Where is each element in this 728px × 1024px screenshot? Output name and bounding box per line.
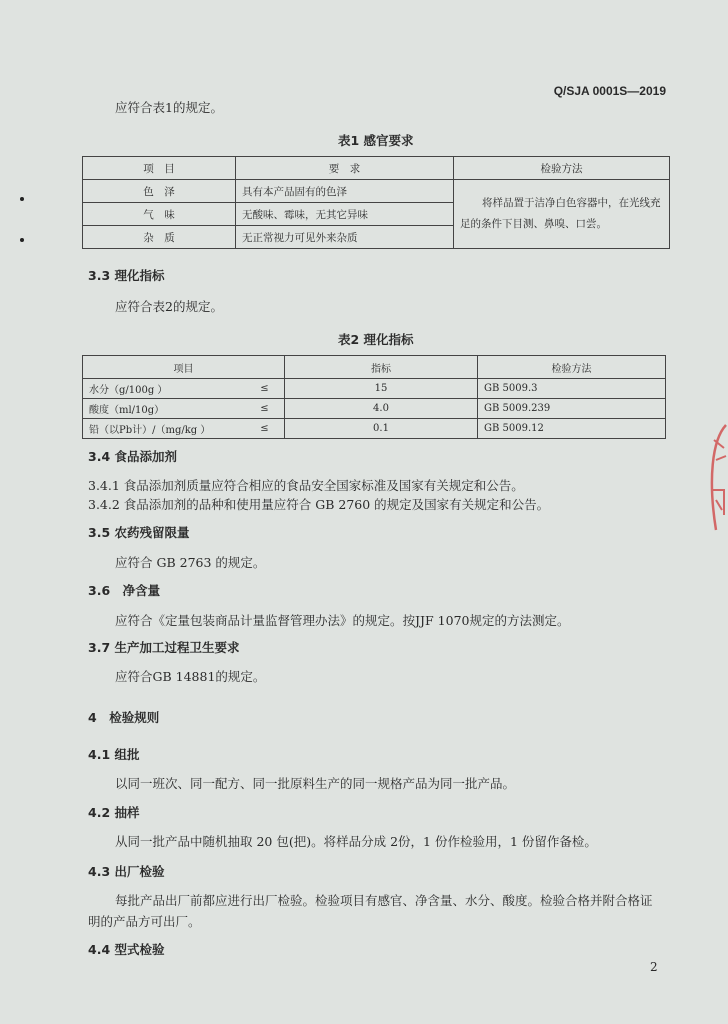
method-line: 将样品置于洁净白色容器中，在光线充	[482, 197, 661, 209]
table-header-row	[83, 157, 670, 180]
section-text: 从同一批产品中随机抽取 20 包(把)。将样品分成 2份，1 份作检验用，1 份留作备检。	[115, 834, 597, 849]
section-heading: 3.3 理化指标	[88, 268, 165, 283]
section-heading: 4.2 抽样	[88, 805, 140, 820]
table1-title: 表1 感官要求	[338, 133, 414, 148]
table-cell: 15	[285, 379, 478, 399]
physicochemical-table	[82, 355, 666, 439]
section-text: 以同一班次、同一配方、同一批原料生产的同一规格产品为同一批产品。	[115, 776, 516, 791]
section-heading: 3.6 净含量	[88, 583, 161, 598]
section-text: 应符合表2的规定。	[115, 299, 223, 314]
table-header-cell: 指标	[285, 356, 478, 379]
table-header-cell: 检验方法	[478, 356, 666, 379]
table-cell: ≤	[245, 379, 285, 399]
table-header-cell: 项 目	[83, 157, 236, 180]
table-cell: 无酸味、霉味，无其它异味	[236, 203, 454, 226]
section-text: 明的产品方可出厂。	[88, 914, 201, 929]
section-heading: 3.7 生产加工过程卫生要求	[88, 640, 240, 655]
section-heading: 3.4 食品添加剂	[88, 449, 177, 464]
table-cell: 0.1	[285, 419, 478, 439]
section-text: 应符合 GB 2763 的规定。	[115, 555, 266, 570]
red-seal-stamp	[702, 420, 728, 540]
table-row	[83, 180, 670, 203]
page-number: 2	[650, 960, 658, 974]
table-cell: 酸度（ml/10g）	[83, 399, 246, 419]
table-cell: 4.0	[285, 399, 478, 419]
section-heading: 4.1 组批	[88, 747, 140, 762]
table-row	[83, 419, 666, 439]
sensory-requirements-table	[82, 156, 670, 249]
standard-code: Q/SJA 0001S—2019	[553, 84, 666, 98]
section-heading: 3.5 农药残留限量	[88, 525, 190, 540]
paragraph: 3.4.1 食品添加剂质量应符合相应的食品安全国家标准及国家有关规定和公告。	[88, 478, 524, 493]
table-header-cell: 项目	[83, 356, 285, 379]
table-cell: GB 5009.3	[478, 379, 666, 399]
table-cell: ≤	[245, 419, 285, 439]
section-heading: 4.4 型式检验	[88, 942, 165, 957]
section-text: 每批产品出厂前都应进行出厂检验。检验项目有感官、净含量、水分、酸度。检验合格并附合格证	[115, 893, 653, 908]
binding-hole-mark	[20, 238, 24, 242]
table-cell: 气 味	[83, 203, 236, 226]
intro-line: 应符合表1的规定。	[115, 100, 223, 115]
table-cell: 色 泽	[83, 180, 236, 203]
table-header-cell: 检验方法	[454, 157, 670, 180]
section-text: 应符合《定量包装商品计量监督管理办法》的规定。按JJF 1070规定的方法测定。	[115, 613, 570, 628]
table-cell: 杂 质	[83, 226, 236, 249]
table-cell: 铅（以Pb计）/（mg/kg ）	[83, 419, 246, 439]
section-heading: 4 检验规则	[88, 710, 160, 725]
paragraph: 3.4.2 食品添加剂的品种和使用量应符合 GB 2760 的规定及国家有关规定和公告。	[88, 497, 550, 512]
table-row	[83, 399, 666, 419]
method-cell	[454, 180, 670, 249]
table-row	[83, 379, 666, 399]
binding-hole-mark	[20, 197, 24, 201]
section-heading: 4.3 出厂检验	[88, 864, 165, 879]
table-cell: GB 5009.12	[478, 419, 666, 439]
table-cell: 具有本产品固有的色泽	[236, 180, 454, 203]
table2-title: 表2 理化指标	[338, 332, 414, 347]
table-header-cell: 要 求	[236, 157, 454, 180]
method-line: 足的条件下目测、鼻嗅、口尝。	[460, 218, 607, 230]
table-cell: GB 5009.239	[478, 399, 666, 419]
section-text: 应符合GB 14881的规定。	[115, 669, 266, 684]
table-cell: 水分（g/100g ）	[83, 379, 246, 399]
table-cell: 无正常视力可见外来杂质	[236, 226, 454, 249]
table-header-row	[83, 356, 666, 379]
table-cell: ≤	[245, 399, 285, 419]
